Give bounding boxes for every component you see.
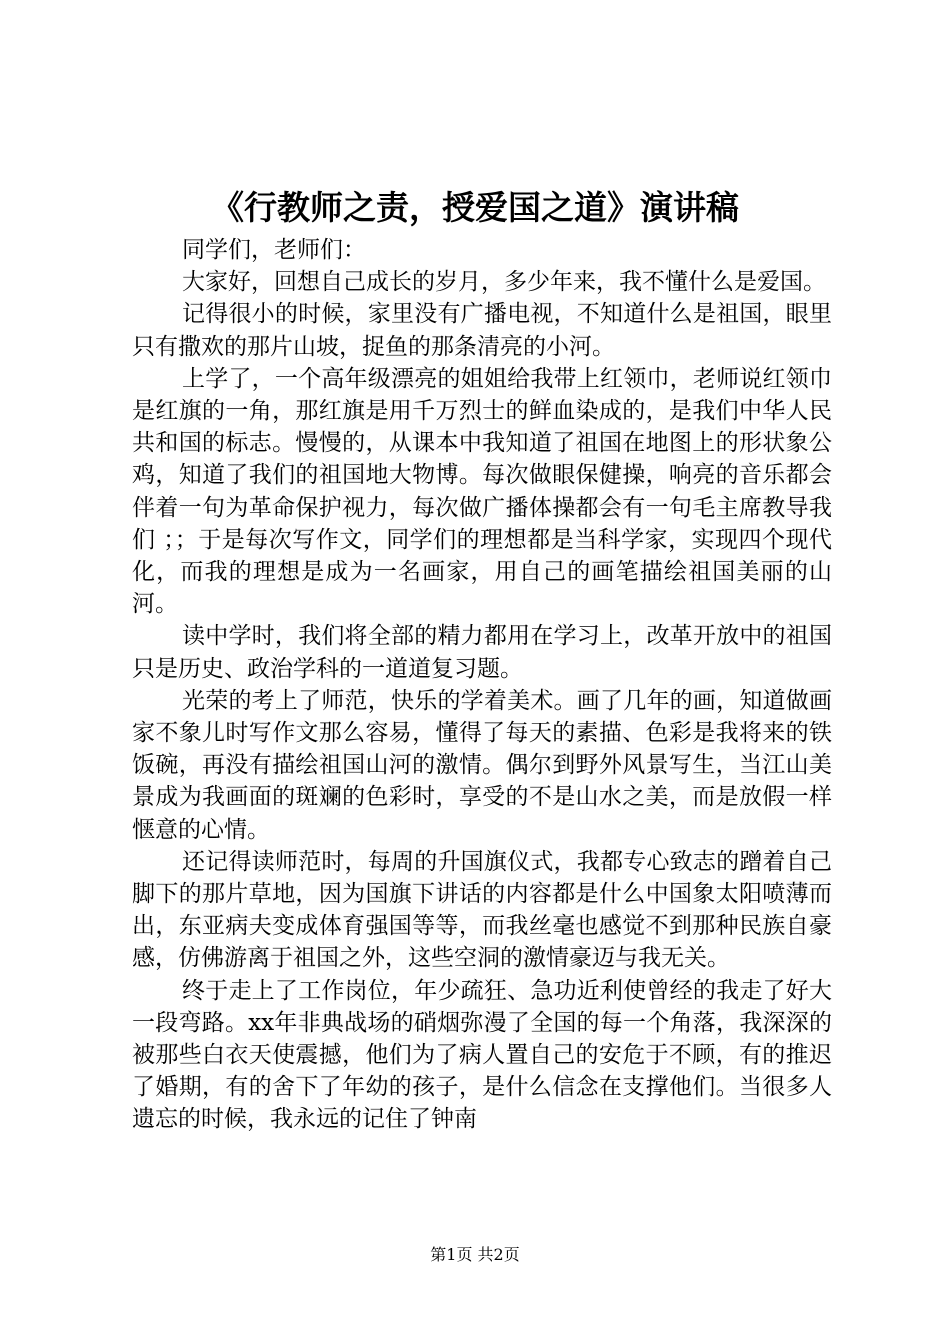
paragraph-greeting: 同学们，老师们： (182, 237, 366, 263)
document-body (132, 234, 832, 1136)
paragraph: 光荣的考上了师范，快乐的学着美术。画了几年的画，知道做画家不象儿时写作文那么容易，懂得了每天的素描、色彩是我将来的铁饭碗，再没有描绘祖国山河的激情。偶尔到野外风景写生，当江山美景成为我画面的斑斓的色彩时，享受的不是山水之美，而是放假一样惬意的心情。 (132, 687, 832, 843)
document-title: 《行教师之责，授爱国之道》演讲稿 (211, 188, 739, 227)
paragraph: 大家好，回想自己成长的岁月，多少年来，我不懂什么是爱国。 (182, 269, 826, 296)
page-number-footer: 第1页 共2页 (430, 1245, 520, 1264)
paragraph: 终于走上了工作岗位，年少疏狂、急功近利使曾经的我走了好大一段弯路。xx年非典战场的硝烟弥漫了全国的每一个角落，我深深的被那些白衣天使震撼，他们为了病人置自己的安危于不顾，有的推迟了婚期，有的舍下了年幼的孩子，是什么信念在支撑他们。当很多人遗忘的时候，我永远的记住了钟南 (132, 977, 832, 1133)
paragraph: 上学了，一个高年级漂亮的姐姐给我带上红领巾，老师说红领巾是红旗的一角，那红旗是用千万烈士的鲜血染成的，是我们中华人民共和国的标志。慢慢的，从课本中我知道了祖国在地图上的形状象公鸡，知道了我们的祖国地大物博。每次做眼保健操，响亮的音乐都会伴着一句为革命保护视力，每次做广播体操都会有一句毛主席教导我们 ；；于是每次写作文，同学们的理想都是当科学家，实现四个现代化，而我的理想是成为一名画家，用自己的画笔描绘祖国美丽的山河。 (132, 365, 832, 618)
paragraph: 还记得读师范时，每周的升国旗仪式，我都专心致志的蹭着自己脚下的那片草地，因为国旗下讲话的内容都是什么中国象太阳喷薄而出，东亚病夫变成体育强国等等，而我丝毫也感觉不到那种民族自豪感，仿佛游离于祖国之外，这些空洞的激情豪迈与我无关。 (132, 848, 832, 972)
paragraph: 记得很小的时候，家里没有广播电视，不知道什么是祖国，眼里只有撒欢的那片山坡，捉鱼的那条清亮的小河。 (132, 301, 832, 360)
paragraph: 读中学时，我们将全部的精力都用在学习上，改革开放中的祖国只是历史、政治学科的一道道复习题。 (132, 623, 832, 682)
